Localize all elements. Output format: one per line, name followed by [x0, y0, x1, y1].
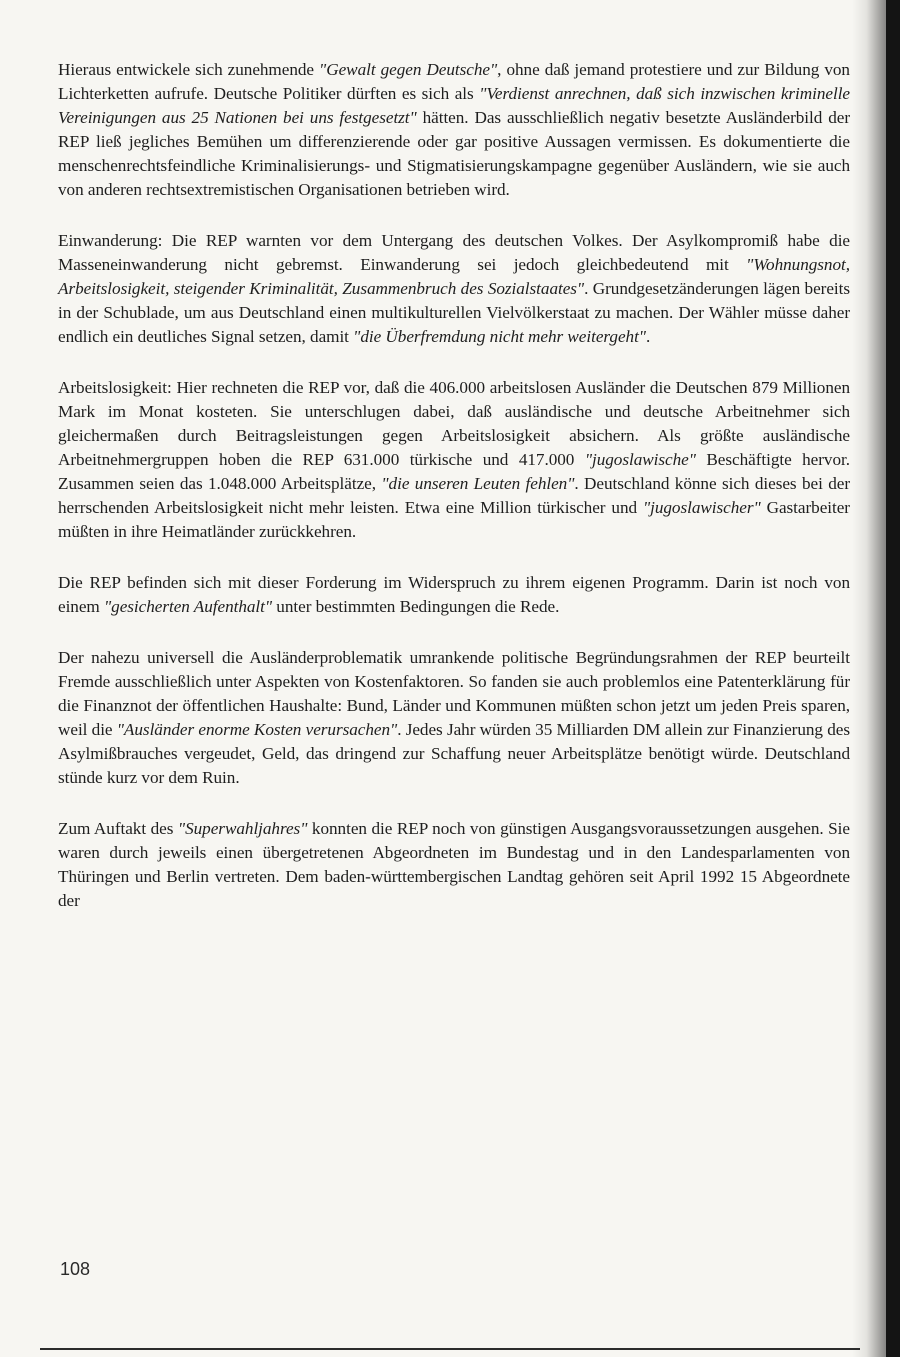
text-run: Die REP befinden sich mit dieser Forderung im Widerspruch zu ihrem eigenen Programm. Darin ist noch von einem	[58, 573, 850, 616]
text-run: Einwanderung: Die REP warnten vor dem Untergang des deutschen Volkes. Der Asylkompromiß habe die Masseneinwanderung nicht gebremst. Einwanderung sei jedoch gleichbedeutend mit	[58, 231, 850, 274]
page-number: 108	[60, 1259, 91, 1279]
text-run: , ohne daß jemand protestiere und zur Bildung von Lichterketten aufrufe. Deutsche Politiker dürften es sich als	[58, 60, 850, 103]
text-run: konnten die REP noch von günstigen Ausgangsvoraussetzungen ausgehen. Sie waren durch jeweils einen übergetretenen Abgeordneten im Bundestag und in den Landesparlamenten von Thüringen und Berlin vertreten. Dem baden-württembergischen Landtag gehören seit April 1992 15 Abgeordnete der	[58, 819, 850, 910]
quotation-italic: "die Überfremdung nicht mehr weitergeht"	[353, 327, 646, 346]
text-run: Der nahezu universell die Ausländerproblematik umrankende politische Begründungsrahmen der REP beurteilt Fremde ausschließlich unter Aspekten von Kostenfaktoren. So fanden sie auch problemlos eine Patenterklärung für die Finanznot der öffentlichen Haushalte: Bund, Länder und Kommunen müßten schon jetzt um jeden Preis sparen, weil die	[58, 648, 850, 739]
quotation-italic: "Ausländer enorme Kosten verursachen"	[116, 720, 398, 739]
text-run: . Deutschland könne sich dieses bei der herrschenden Arbeitslosigkeit nicht mehr leisten. Etwa eine Million türkischer und	[58, 474, 850, 517]
text-run: Beschäftigte hervor. Zusammen seien das 1.048.000 Arbeitsplätze,	[58, 450, 850, 493]
quotation-italic: "jugoslawischer"	[642, 498, 761, 517]
quotation-italic: "Wohnungsnot, Arbeitslosigkeit, steigender Kriminalität, Zusammenbruch des Sozialstaates"	[58, 255, 850, 298]
text-run: Gastarbeiter müßten in ihre Heimatländer zurückkehren.	[58, 498, 850, 541]
text-run: hätten. Das ausschließlich negativ besetzte Ausländerbild der REP ließ jegliches Bemühen um differenzierende oder gar positive Aussagen vermissen. Es dokumentierte die menschenrechtsfeindliche Kriminalisierungs- und Stigmatisierungskampagne gegenüber Ausländern, wie sie auch von anderen rechtsextremistischen Organisationen betrieben wird.	[58, 108, 850, 199]
paragraph-superwahljahr	[58, 817, 850, 913]
text-run: Arbeitslosigkeit: Hier rechneten die REP vor, daß die 406.000 arbeitslosen Ausländer die Deutschen 879 Millionen Mark im Monat kosteten. Sie unterschlugen dabei, daß ausländische und deutsche Arbeitnehmer sich gleichermaßen durch Beitragsleistungen gegen Arbeitslosigkeit absichern. Als größte ausländische Arbeitnehmergruppen hoben die REP 631.000 türkische und 417.000	[58, 378, 850, 469]
page-body	[58, 58, 850, 940]
quotation-italic: "Gewalt gegen Deutsche"	[319, 60, 498, 79]
paragraph-widerspruch	[58, 571, 850, 619]
paragraph-gewalt	[58, 58, 850, 202]
quotation-italic: "Verdienst anrechnen, daß sich inzwischen kriminelle Vereinigungen aus 25 Nationen bei uns festgesetzt"	[58, 84, 851, 127]
quotation-italic: "Superwahljahres"	[177, 819, 308, 838]
text-run: Hieraus entwickele sich zunehmende	[58, 60, 320, 79]
paragraph-arbeitslosigkeit	[58, 376, 850, 544]
text-run: . Jedes Jahr würden 35 Milliarden DM allein zur Finanzierung des Asylmißbrauches vergeudet, Geld, das dringend zur Schaffung neuer Arbeitsplätze benötigt würde. Deutschland stünde kurz vor dem Ruin.	[58, 720, 850, 787]
text-run: unter bestimmten Bedingungen die Rede.	[272, 597, 560, 616]
paragraph-kostenfaktoren	[58, 646, 850, 790]
text-run: Zum Auftakt des	[58, 819, 178, 838]
text-run: .	[645, 327, 651, 346]
book-spine-edge	[886, 0, 900, 1357]
text-run: . Grundgesetzänderungen lägen bereits in der Schublade, um aus Deutschland einen multikulturellen Vielvölkerstaat zu machen. Der Wähler müsse daher endlich ein deutliches Signal setzen, damit	[58, 279, 851, 346]
page-bottom-edge	[40, 1348, 860, 1350]
paragraph-einwanderung	[58, 229, 850, 349]
quotation-italic: "gesicherten Aufenthalt"	[104, 597, 273, 616]
quotation-italic: "jugoslawische"	[584, 450, 696, 469]
quotation-italic: "die unseren Leuten fehlen"	[381, 474, 575, 493]
